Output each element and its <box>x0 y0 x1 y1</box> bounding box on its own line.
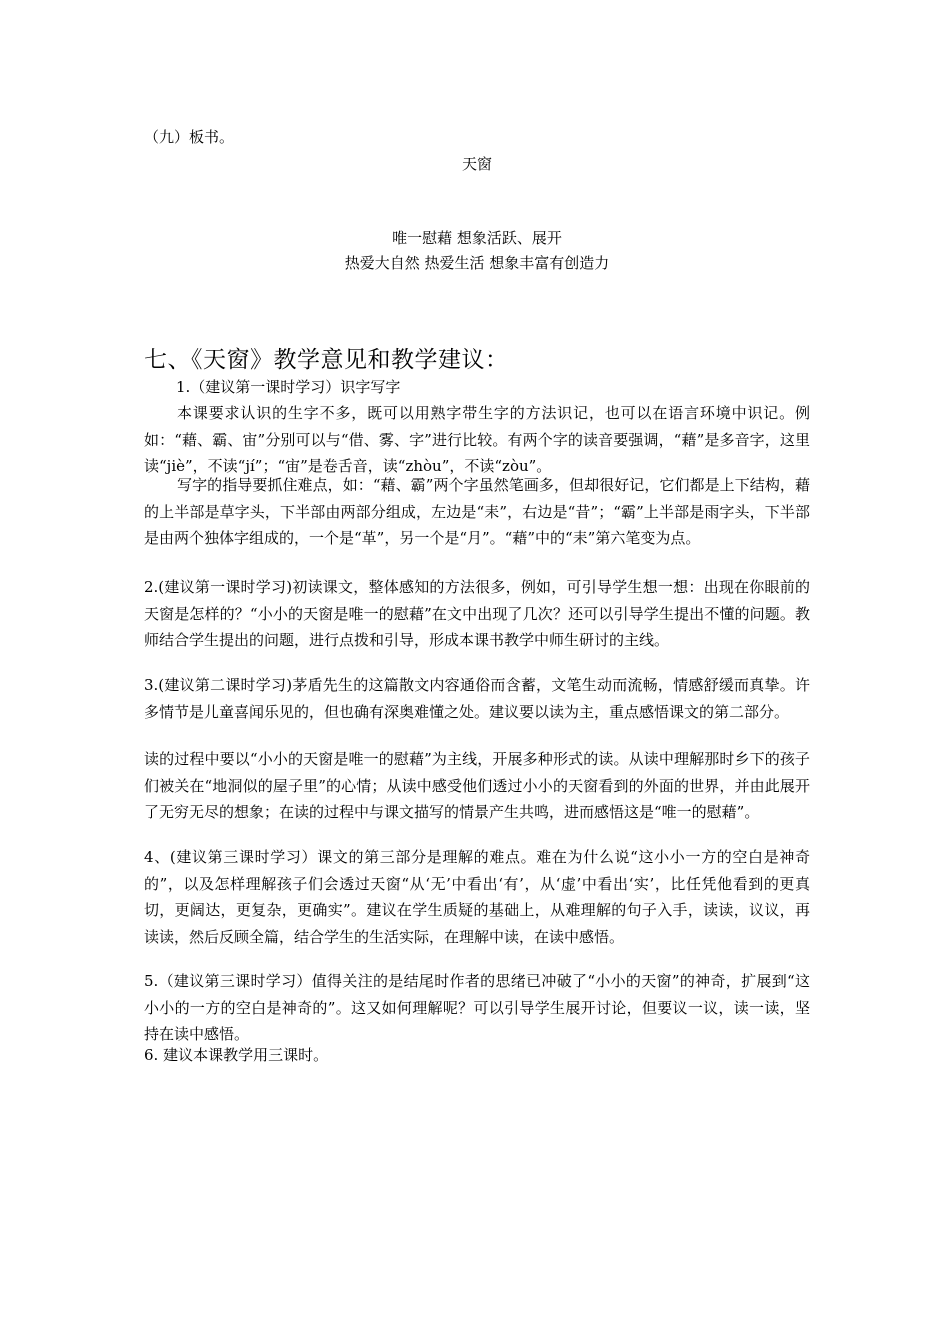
item-3-paragraph: 3.(建议第二课时学习)茅盾先生的这篇散文内容通俗而含蓄，文笔生动而流畅，情感舒缓而真挚。许多情节是儿童喜闻乐见的，但也确有深奥难懂之处。建议要以读为主，重点感悟课文的第二部分。 <box>144 676 810 721</box>
board-title: 天窗 <box>461 155 492 173</box>
item-1-paragraph-2: 写字的指导要抓住难点，如：“藉、霸”两个字虽然笔画多，但却很好记，它们都是上下结构，藉的上半部是草字头，下半部由两部分组成，左边是“耒”，右边是“昔”；“霸”上半部是雨字头，下半部是由两个独体字组成的，一个是“革”，另一个是“月”。“藉”中的“耒”第六笔变为点。 <box>144 476 810 548</box>
item-6-paragraph: 6. 建议本课教学用三课时。 <box>144 1046 329 1064</box>
item-2-paragraph: 2.(建议第一课时学习)初读课文，整体感知的方法很多，例如，可引导学生想一想：出现在你眼前的天窗是怎样的？“小小的天窗是唯一的慰藉”在文中出现了几次？还可以引导学生提出不懂的问题。教师结合学生提出的问题，进行点拨和引导，形成本课书教学中师生研讨的主线。 <box>144 578 810 650</box>
board-line-2: 热爱大自然 热爱生活 想象丰富有创造力 <box>344 254 610 272</box>
item-4-paragraph: 4、(建议第三课时学习）课文的第三部分是理解的难点。难在为什么说“这小小一方的空白是神奇的”，以及怎样理解孩子们会透过天窗“从‘无’中看出‘有’，从‘虚’中看出‘实’，比任凭他看到的更真切，更阔达，更复杂，更确实”。建议在学生质疑的基础上，从难理解的句子入手，读读，议议，再读读，然后反顾全篇，结合学生的生活实际，在理解中读，在读中感悟。 <box>144 848 810 946</box>
section-heading: 七、《天窗》教学意见和教学建议： <box>144 347 509 373</box>
item-1-title: 1.（建议第一课时学习）识字写字 <box>176 378 401 396</box>
board-line-1: 唯一慰藉 想象活跃、展开 <box>392 229 562 247</box>
item-5-paragraph: 5.（建议第三课时学习）值得关注的是结尾时作者的思绪已冲破了“小小的天窗”的神奇，扩展到“这小小的一方的空白是神奇的”。这又如何理解呢？可以引导学生展开讨论，但要议一议，读一读，坚持在读中感悟。 <box>144 972 810 1044</box>
board-section-label: （九）板书。 <box>144 128 235 146</box>
item-3-continuation: 读的过程中要以“小小的天窗是唯一的慰藉”为主线，开展多种形式的读。从读中理解那时乡下的孩子们被关在“地洞似的屋子里”的心情；从读中感受他们透过小小的天窗看到的外面的世界，并由此展开了无穷无尽的想象；在读的过程中与课文描写的情景产生共鸣，进而感悟这是“唯一的慰藉”。 <box>144 750 810 822</box>
item-1-paragraph-1: 本课要求认识的生字不多，既可以用熟字带生字的方法识记，也可以在语言环境中识记。例如：“藉、霸、宙”分别可以与“借、雾、字”进行比较。有两个字的读音要强调，“藉”是多音字，这里读“jiè”，不读“jí”；“宙”是卷舌音，读“zhòu”，不读“zòu”。 <box>144 404 810 476</box>
